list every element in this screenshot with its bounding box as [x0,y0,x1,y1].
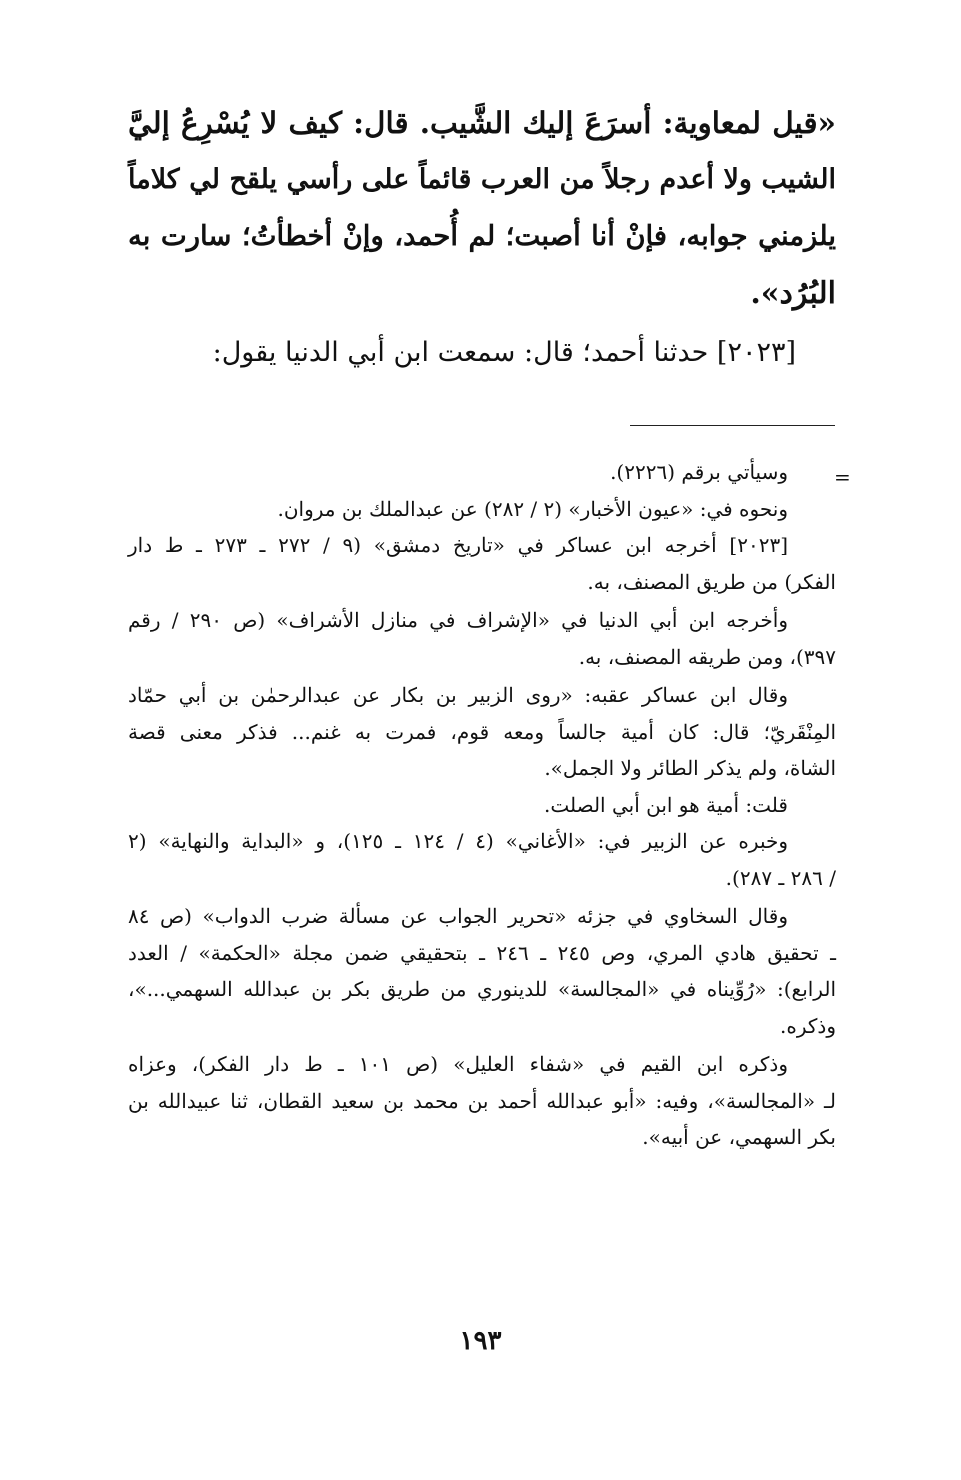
page-number: ١٩٣ [459,1326,502,1356]
footnote-continuation-marker: = [834,465,851,489]
footnote-line: ونحوه في: «عيون الأخبار» (٢ / ٢٨٢) عن عبدالملك بن مروان. [277,496,788,521]
narration-item-2023: [٢٠٢٣] حدثنا أحمد؛ قال: سمعت ابن أبي الدنيا يقول: [212,337,796,368]
footnote-line: الشاة، ولم يذكر الطائر ولا الجمل». [544,756,836,780]
footnote-line: ٣٩٧)، ومن طريقه المصنف، به. [578,644,836,669]
footnote-line: قلت: أمية هو ابن أبي الصلت. [543,792,788,817]
footnote-separator [630,425,835,426]
footnote-line: المِنْقَريّ؛ قال: كان أمية جالساً ومعه قوم، فمرت به غنم... فذكر معنى قصة [128,719,836,744]
footnote-line: لـ «المجالسة»، وفيه: «أبو عبدالله أحمد بن محمد بن سعيد القطان، ثنا عبيدالله بن [128,1088,836,1113]
footnote-line: وسيأتي برقم (٢٢٢٦). [610,460,788,484]
footnote-line: / ٢٨٦ ـ ٢٨٧). [725,865,836,890]
main-text-line: الشيب ولا أعدم رجلاً من العرب قائماً على رأسي يلقح لي كلاماً [128,164,836,195]
main-text [128,94,836,381]
footnote-line: ـ تحقيق هادي المري، وص ٢٤٥ ـ ٢٤٦ ـ بتحقيقي ضمن مجلة «الحكمة» / العدد [128,940,837,965]
main-text-line: البُرُد». [750,276,836,311]
footnote-line: وذكره ابن القيم في «شفاء العليل» (ص ١٠١ ـ ط دار الفكر)، وعزاه [128,1052,788,1076]
footnote-line: وأخرجه ابن أبي الدنيا في «الإشراف في منازل الأشراف» (ص ٢٩٠ / رقم [128,608,789,632]
footnotes [128,454,836,1156]
main-text-line: «قيل لمعاوية: أسرَعَ إليك الشَّيب. قال: كيف لا يُسْرِعُ إليَّ [128,105,836,140]
footnote-line: وقال ابن عساكر عقبه: «روى الزبير بن بكار عن عبدالرحمٰن بن أبي حمّاد [128,683,788,707]
footnote-line: بكر السهمي، عن أبيه». [642,1125,836,1149]
main-text-line: يلزمني جوابه، فإنْ أنا أصبت؛ لم أُحمد، وإنْ أخطأتُ؛ سارت به [128,220,836,252]
footnote-line: وخبره عن الزبير في: «الأغاني» (٤ / ١٢٤ ـ ١٢٥)، و «البداية والنهاية» (٢ [128,829,788,853]
footnote-line: الرابع): «رُوِّيناه في «المجالسة» للدينوري من طريق بكر بن عبدالله السهمي...»، [128,977,836,1001]
footnote-line: الفكر) من طريق المصنف، به. [587,569,836,594]
footnote-line: [٢٠٢٣] أخرجه ابن عساكر في «تاريخ دمشق» (٩ / ٢٧٢ ـ ٢٧٣ ـ ط دار [128,533,789,557]
footnote-line: وذكره. [780,1013,836,1038]
footnote-line: وقال السخاوي في جزئه «تحرير الجواب عن مسألة ضرب الدواب» (ص ٨٤ [128,904,788,928]
